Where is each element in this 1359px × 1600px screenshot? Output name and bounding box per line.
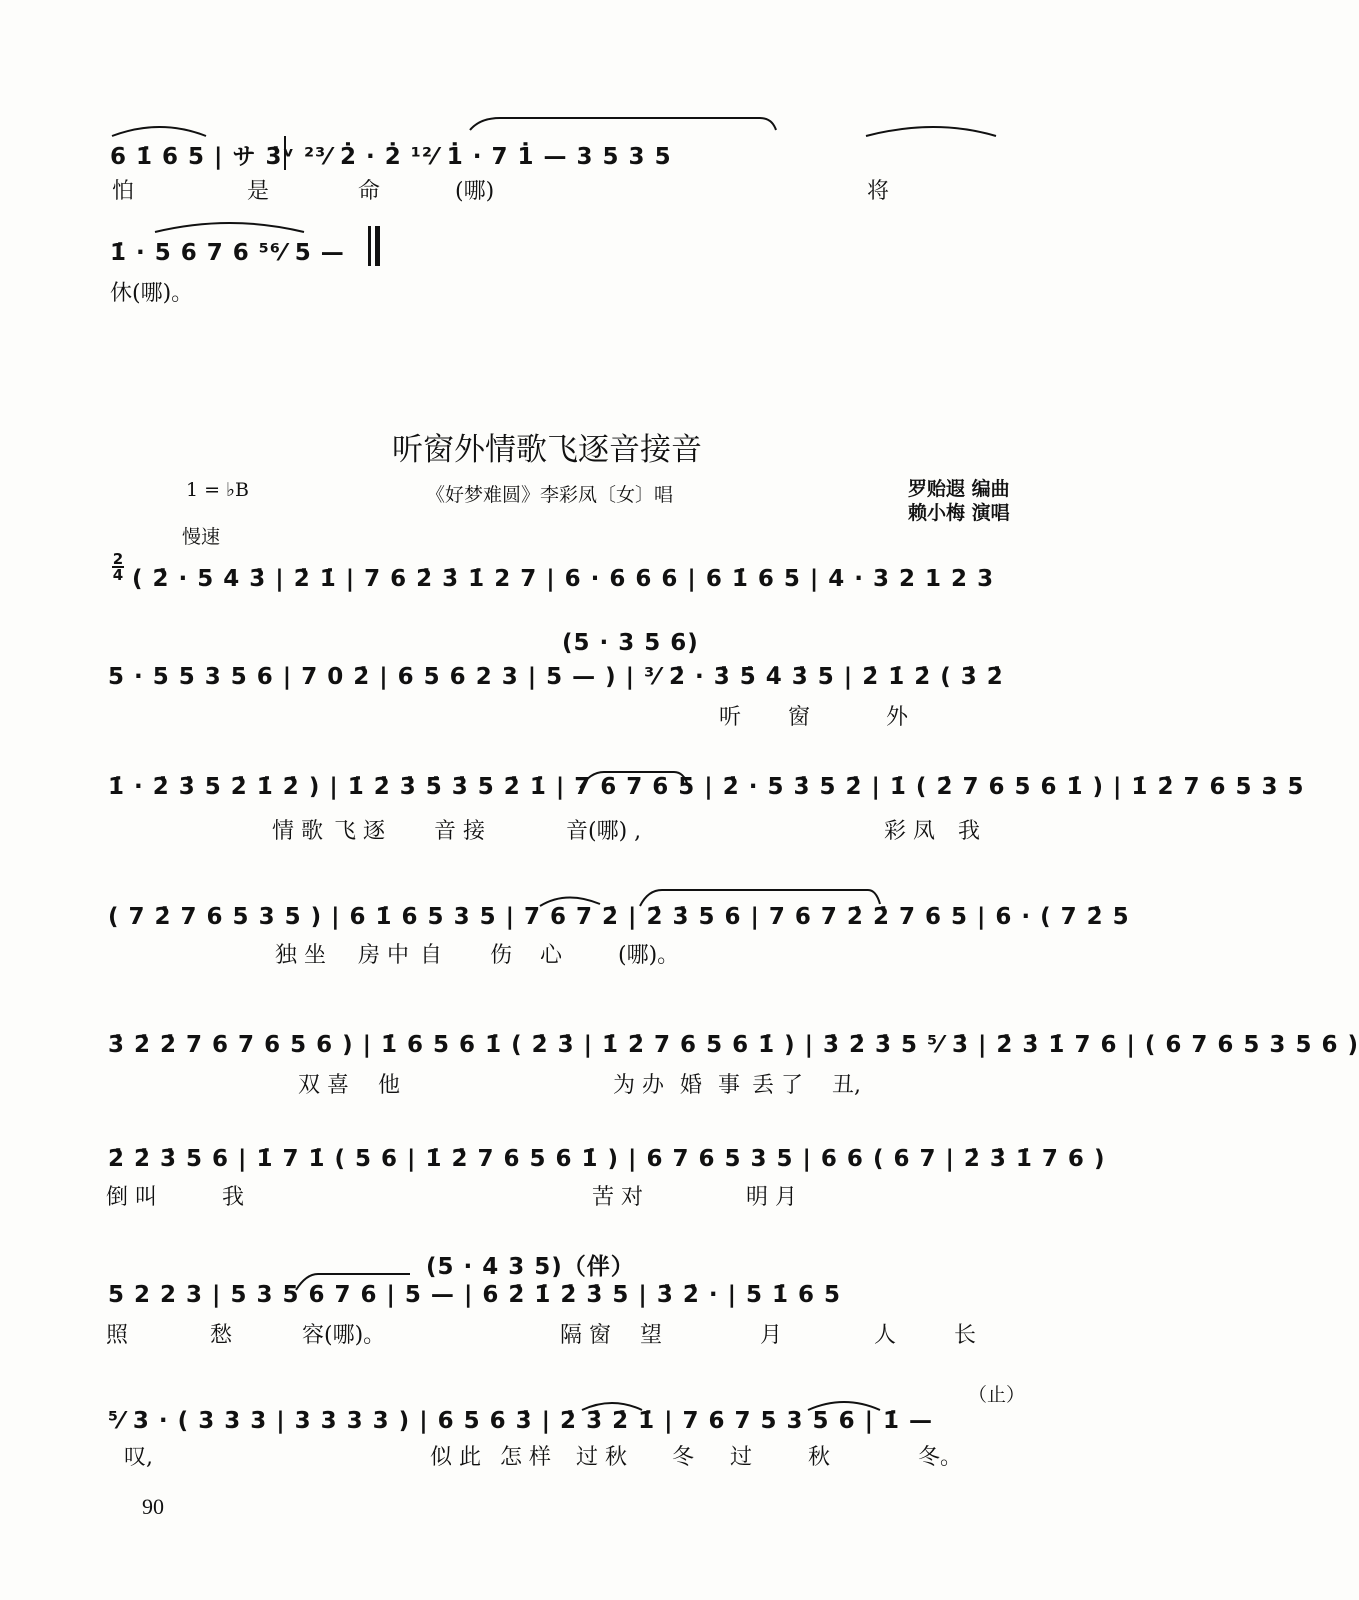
system-6-lyric-3: 苦 对 bbox=[592, 1185, 643, 1210]
tempo-marking: 慢速 bbox=[182, 526, 221, 548]
system-8-lyric-2: 似 此 bbox=[430, 1445, 481, 1470]
system-7-lyric-7: 人 bbox=[874, 1323, 897, 1348]
system-5-lyric-7: 丑, bbox=[832, 1073, 861, 1098]
key-signature: 1 = ♭B bbox=[186, 479, 250, 501]
system-6-lyric-4: 明 月 bbox=[746, 1185, 797, 1210]
song-title: 听窗外情歌飞逐音接音 bbox=[392, 432, 702, 468]
prev-song-line2-notes: 1̇ · 5 6 7 6 ⁵⁶⁄ 5 — bbox=[110, 240, 345, 266]
system-3-lyric-2: 飞 逐 bbox=[334, 819, 385, 844]
prev-song-line1-notes: 6 1̇ 6 5 | サ 3̇ᵛ ²³⁄ 2̇ · 2̇ ¹²⁄ 1̇ · 7 1̇ — 3 5 3 5 bbox=[110, 144, 672, 170]
system-5-lyric-4: 婚 bbox=[680, 1073, 703, 1098]
system-2-lyric-2: 窗 bbox=[788, 705, 811, 730]
system-5-lyric-3: 为 办 bbox=[613, 1073, 664, 1098]
system-4-lyric-1: 独 坐 bbox=[275, 943, 326, 968]
system-7-lyric-8: 长 bbox=[954, 1323, 977, 1348]
system-3-notes: 1̇ · 2̇ 3̇ 5 2̇ 1̇ 2̇ ) | 1̇ 2̇ 3̇ 5̇ 3̇ 5 2̇ 1̇ | 7 6 7 6 5 | 2̇ · 5 3̇ 5 2̇ | 1̇ ( 2̇ 7 6 5 6 1̇ ) | 1̇ 2̇ 7 6 5 3 5 bbox=[108, 774, 1305, 800]
system-3-lyric-4: 音(哪) , bbox=[566, 819, 642, 844]
system-8-lyric-1: 叹, bbox=[124, 1445, 153, 1470]
song-source: 《好梦难圆》李彩凤〔女〕唱 bbox=[426, 484, 674, 506]
time-signature bbox=[112, 552, 124, 582]
system-8-lyric-4: 过 秋 bbox=[576, 1445, 627, 1470]
prev-song-line1-lyric-5: 将 bbox=[867, 179, 890, 204]
page-number: 90 bbox=[142, 1494, 164, 1519]
system-4-lyric-4: 伤 bbox=[490, 943, 513, 968]
system-7-lyric-2: 愁 bbox=[210, 1323, 233, 1348]
prev-song-line1-lyric-4: (哪) bbox=[455, 179, 495, 204]
system-5-lyric-2: 他 bbox=[378, 1073, 401, 1098]
system-3-lyric-1: 情 歌 bbox=[272, 819, 323, 844]
system-3-lyric-5: 彩 凤 bbox=[884, 819, 935, 844]
system-2-lyric-3: 外 bbox=[886, 705, 909, 730]
system-8-lyric-6: 过 bbox=[730, 1445, 753, 1470]
system-5-lyric-6: 丢 了 bbox=[752, 1073, 803, 1098]
system-4-lyric-2: 房 中 bbox=[358, 943, 409, 968]
system-7-lyric-3: 容(哪)。 bbox=[302, 1323, 386, 1348]
system-8-lyric-5: 冬 bbox=[672, 1445, 695, 1470]
system-7-lyric-6: 月 bbox=[760, 1323, 783, 1348]
prev-song-line1-lyric-1: 怕 bbox=[112, 179, 135, 204]
system-5-lyric-1: 双 喜 bbox=[298, 1073, 349, 1098]
prev-song-line1-lyric-3: 命 bbox=[358, 179, 381, 204]
system-8-lyric-8: 冬。 bbox=[918, 1445, 963, 1470]
system-3-lyric-6: 我 bbox=[958, 819, 981, 844]
system-7-lyric-1: 照 bbox=[106, 1323, 129, 1348]
system-5-notes: 3̇ 2̇ 2̇ 7 6 7 6 5 6 ) | 1̇ 6 5 6 1̇ ( 2̇ 3̇ | 1̇ 2̇ 7 6 5 6 1̇ ) | 3̇ 2̇ 3̇ 5 ⁵⁄ 3̇ | 2̇ 3̇ 1̇ 7 6 | ( 6 7 6 5 3 5 6 ) bbox=[108, 1032, 1359, 1058]
system-5-lyric-5: 事 bbox=[718, 1073, 741, 1098]
system-4-notes: ( 7 2̇ 7 6 5 3 5 ) | 6 1̇ 6 5 3 5 | 7 6 7 2̇ | 2̇ 3̇ 5 6 | 7 6 7 2̇ 2̇ 7 6 5 | 6 · ( 7 2̇ 5 bbox=[108, 904, 1130, 930]
system-7-cue: (5 · 4 3 5)（伴） bbox=[426, 1254, 635, 1280]
prev-song-line2-lyrics: 休(哪)。 bbox=[110, 281, 194, 306]
system-6-notes: 2̇ 2̇ 3̇ 5 6 | 1̇ 7 1̇ ( 5 6 | 1̇ 2̇ 7 6 5 6 1̇ ) | 6 7 6 5 3 5 | 6 6 ( 6 7 | 2̇ 3̇ 1̇ 7 6 ) bbox=[108, 1146, 1106, 1172]
system-2-lyric-1: 听 bbox=[719, 705, 742, 730]
system-2-notes: 5 · 5 5 3 5 6 | 7 0 2̇ | 6 5 6 2 3 | 5 — ) | ³⁄ 2̇ · 3̇ 5̇ 4̇ 3̇ 5 | 2̇ 1̇ 2̇ ( 3̇ 2̇ bbox=[108, 664, 1004, 690]
system-3-lyric-3: 音 接 bbox=[434, 819, 485, 844]
system-8-cue: （止） bbox=[968, 1384, 1026, 1406]
system-7-lyric-4: 隔 窗 bbox=[560, 1323, 611, 1348]
system-6-lyric-2: 我 bbox=[222, 1185, 245, 1210]
prev-song-line1-lyric-2: 是 bbox=[247, 179, 270, 204]
system-2-cue: (5 · 3 5 6) bbox=[562, 630, 699, 656]
system-8-lyric-3: 怎 样 bbox=[500, 1445, 551, 1470]
system-6-lyric-1: 倒 叫 bbox=[106, 1185, 157, 1210]
system-8-notes: ⁵⁄ 3 · ( 3 3 3 | 3 3 3 3 ) | 6 5 6 3̇ | 2̇ 3̇ 2̇ 1̇ | 7 6 7 5 3 5 6 | 1̇ — bbox=[108, 1408, 934, 1434]
system-1-notes: ( 2̇ · 5 4 3̇ | 2̇ 1̇ | 7 6 2̇ 3̇ 1̇ 2 7 | 6 · 6 6 6 | 6 1̇ 6 5 | 4 · 3 2 1 2 3 bbox=[132, 566, 995, 592]
system-4-lyric-3: 自 bbox=[420, 943, 443, 968]
final-barline bbox=[368, 226, 371, 266]
system-7-lyric-5: 望 bbox=[640, 1323, 663, 1348]
system-4-lyric-6: (哪)。 bbox=[618, 943, 680, 968]
system-8-lyric-7: 秋 bbox=[808, 1445, 831, 1470]
final-barline-thick bbox=[375, 226, 380, 266]
system-7-notes: 5 2 2 3 | 5 3 5 6 7 6 | 5 — | 6 2̇ 1̇ 2̇ 3̇ 5 | 3̇ 2̇ · | 5 1̇ 6 5 bbox=[108, 1282, 842, 1308]
time-signature-bottom: 4 bbox=[112, 566, 124, 584]
time-signature-top: 2 bbox=[112, 550, 124, 568]
credit-singer: 赖小梅 演唱 bbox=[908, 502, 1010, 524]
system-4-lyric-5: 心 bbox=[540, 943, 563, 968]
credit-arranger: 罗贻遐 编曲 bbox=[908, 478, 1010, 500]
